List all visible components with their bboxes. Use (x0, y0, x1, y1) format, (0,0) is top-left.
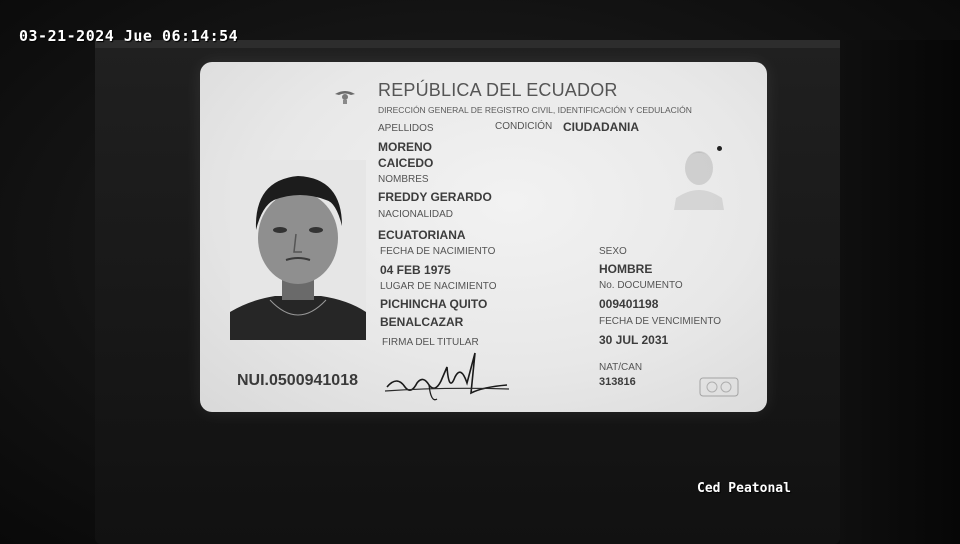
birth-date-label: FECHA DE NACIMIENTO (380, 246, 496, 257)
holder-photo (230, 160, 366, 340)
expiry-date: 30 JUL 2031 (599, 333, 669, 347)
nationality: ECUATORIANA (378, 228, 466, 242)
birth-place-1: PICHINCHA QUITO (380, 297, 488, 311)
nationality-label: NACIONALIDAD (378, 209, 454, 220)
country-title: REPÚBLICA DEL ECUADOR (378, 80, 618, 100)
condition-value: CIUDADANIA (563, 120, 639, 134)
birth-date: 04 FEB 1975 (380, 263, 451, 277)
signature-label: FIRMA DEL TITULAR (382, 337, 479, 348)
agency-name: DIRECCIÓN GENERAL DE REGISTRO CIVIL, IDENTIFICACIÓN Y CEDULACIÓN (378, 105, 692, 115)
doc-number: 009401198 (599, 297, 659, 311)
doc-number-label: No. DOCUMENTO (599, 280, 683, 291)
sex: HOMBRE (599, 262, 653, 276)
birth-place-label: LUGAR DE NACIMIENTO (380, 281, 497, 292)
given-names: FREDDY GERARDO (378, 190, 492, 204)
expiry-label: FECHA DE VENCIMIENTO (599, 316, 722, 327)
hologram-icon (698, 374, 740, 400)
surname-2: CAICEDO (378, 156, 434, 170)
birth-place-2: BENALCAZAR (380, 315, 464, 329)
natcan-label: NAT/CAN (599, 362, 643, 373)
names-label: NOMBRES (378, 174, 429, 185)
sex-label: SEXO (599, 246, 627, 257)
coat-of-arms-icon (333, 86, 357, 106)
camera-name: Ced Peatonal (697, 481, 791, 496)
holder-signature (383, 347, 513, 407)
condition-label: CONDICIÓN (495, 121, 553, 132)
nui-number: NUI.0500941018 (237, 372, 358, 389)
id-card (200, 62, 767, 412)
ghost-photo (670, 142, 728, 210)
surnames-label: APELLIDOS (378, 123, 434, 134)
card-speck (717, 146, 722, 151)
side-panel (840, 40, 960, 544)
natcan-value: 313816 (599, 376, 636, 388)
camera-timestamp: 03-21-2024 Jue 06:14:54 (19, 27, 239, 45)
surname-1: MORENO (378, 140, 432, 154)
